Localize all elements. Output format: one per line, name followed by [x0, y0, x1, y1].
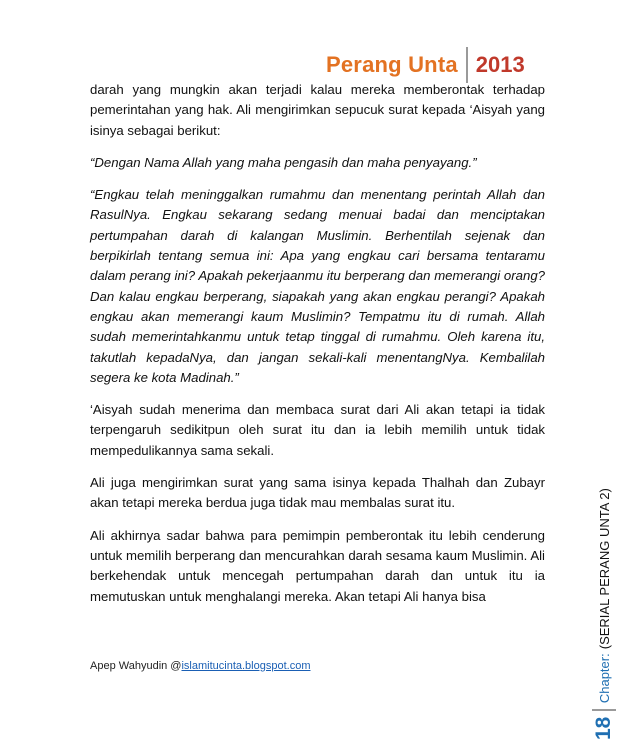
header-title: Perang Unta [326, 52, 458, 77]
side-chapter-bar [592, 488, 616, 740]
paragraph: darah yang mungkin akan terjadi kalau mereka memberontak terhadap pemerintahan yang hak. Ali mengirimkan sepucuk surat kepada ‘Aisyah yang isinya sebagai berikut: [90, 82, 545, 138]
header-year: 2013 [475, 52, 525, 77]
chapter-title: (SERIAL PERANG UNTA 2) [596, 488, 612, 650]
page-footer [90, 660, 311, 672]
paragraph: Ali juga mengirimkan surat yang sama isinya kepada Thalhah dan Zubayr akan tetapi mereka berdua juga tidak mau membalas surat itu. [90, 475, 545, 511]
side-divider [592, 709, 616, 711]
paragraph: ‘Aisyah sudah menerima dan membaca surat dari Ali akan tetapi ia tidak terpengaruh sedikitpun oleh surat itu dan ia lebih memilih untuk tidak mempedulikannya sama sekali. [90, 402, 545, 458]
paragraph: Ali akhirnya sadar bahwa para pemimpin pemberontak itu lebih cenderung untuk memilih berperang dan mencurahkan darah sesama kaum Muslimin. Ali berkehendak untuk mencegah pertumpahan darah dan untuk itu ia memutuskan untuk menghalangi mereka. Akan tetapi Ali hanya bisa [90, 527, 545, 604]
paragraph-italic: “Engkau telah meninggalkan rumahmu dan menentang perintah Allah dan RasulNya. Engkau sekarang sedang menuai badai dan menciptakan pertumpahan darah di kalangan Muslimin. Berhentilah sejenak dan berpikirlah tentang semua ini: Apa yang engkau cari bersama tentaramu dalam perang ini? Apakah pekerjaanmu itu berperang dan memerangi orang? Dan kalau engkau berperang, siapakah yang akan engkau perangi? Apakah engkau akan memerangi kaum Muslimin? Tempatmu itu di rumah. Allah sudah memerintahkanmu untuk tetap tinggal di rumahmu. Oleh karena itu, takutlah kepadaNya, dan jangan sekali-kali menentangNya. Kembalilah segera ke kota Madinah.” [90, 187, 545, 385]
body-text [90, 80, 545, 607]
footer-link[interactable]: islamitucinta.blogspot.com [181, 660, 311, 672]
page-number: 18 [592, 716, 615, 740]
paragraph-italic: “Dengan Nama Allah yang maha pengasih dan maha penyayang.” [90, 154, 477, 170]
page-header [326, 47, 525, 83]
footer-author: Apep Wahyudin @ [90, 660, 182, 672]
chapter-label: Chapter: [596, 653, 612, 704]
